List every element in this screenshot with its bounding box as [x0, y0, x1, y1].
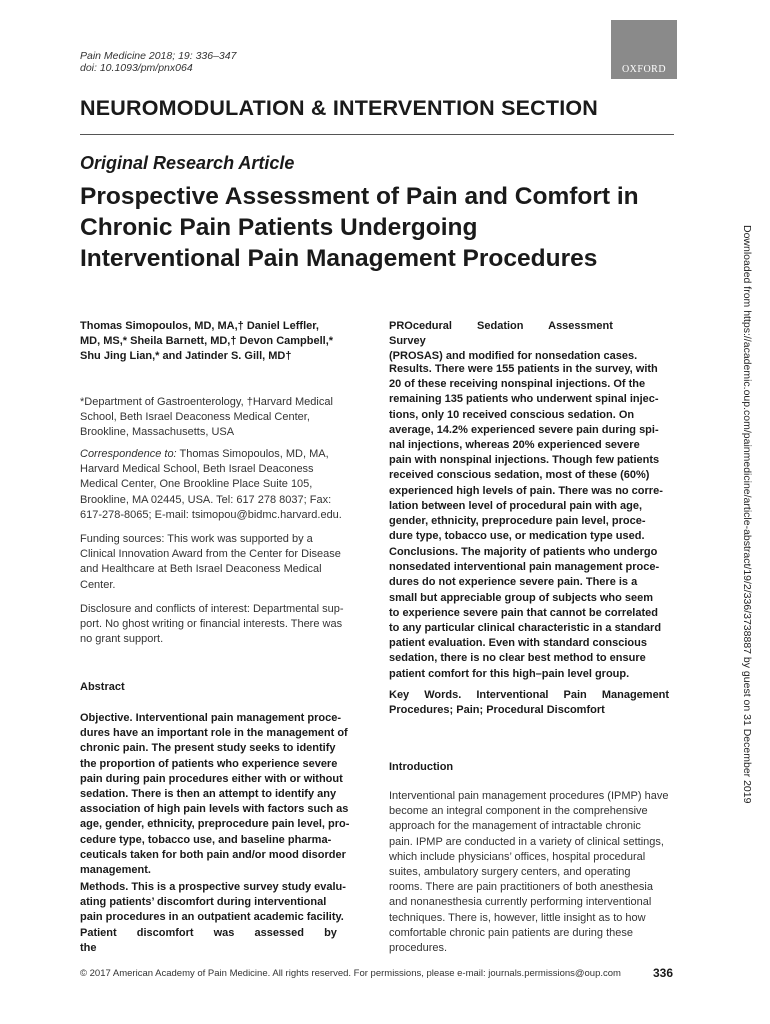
results-line: 20 of these receiving nonspinal injections. Of the — [389, 378, 646, 391]
author-line: Thomas Simopoulos, MD, MA,† Daniel Leffler, — [80, 320, 319, 332]
title-line: Interventional Pain Management Procedures — [80, 245, 598, 272]
copyright-footer: © 2017 American Academy of Pain Medicine. All rights reserved. For permissions, please e-mail: journals.permissions@oup.com — [80, 968, 621, 979]
oxford-logo-text: OXFORD — [621, 64, 667, 75]
objective-line: ceuticals taken for both pain and/or mood disorder — [80, 848, 346, 861]
objective-line: association of high pain levels with factors such as — [80, 803, 349, 816]
conclusions-line: patient comfort for this high–pain level group. — [389, 667, 630, 680]
methods-line: pain procedures in an outpatient academic facility. — [80, 911, 344, 924]
article-title — [80, 181, 700, 274]
results-line: received conscious sedation, most of these (60%) — [389, 469, 650, 482]
keywords-line: Procedures; Pain; Procedural Discomfort — [389, 704, 605, 717]
conclusions-line: Conclusions. The majority of patients who undergo — [389, 546, 658, 558]
objective-line: sedation. There is then an attempt to identify any — [80, 788, 337, 801]
objective-line: cedure type, tobacco use, and baseline pharma- — [80, 833, 332, 846]
objective-line: chronic pain. The present study seeks to identify — [80, 742, 336, 755]
affiliations — [80, 395, 364, 441]
results-line: Results. There were 155 patients in the survey, with — [389, 363, 658, 375]
methods-line: (PROSAS) and modified for nonsedation cases. — [389, 350, 638, 363]
section-title: NEUROMODULATION & INTERVENTION SECTION — [80, 96, 599, 120]
funding-line: Clinical Innovation Award from the Center for Disease — [80, 548, 341, 561]
author-line: Shu Jing Lian,* and Jatinder S. Gill, MD† — [80, 350, 292, 363]
introduction-heading: Introduction — [389, 761, 454, 773]
correspondence-line: Harvard Medical School, Beth Israel Deaconess — [80, 463, 314, 476]
conclusions-line: nonsedated interventional pain management proce- — [389, 561, 660, 574]
page-number: 336 — [653, 966, 674, 980]
objective-line: Objective. Interventional pain management proce- — [80, 712, 342, 724]
methods-line: Patient discomfort was assessed by the — [80, 926, 337, 954]
title-line: Prospective Assessment of Pain and Comfort in — [80, 183, 639, 210]
results-line: nal injections, whereas 20% experienced severe — [389, 439, 640, 452]
results-line: tions, only 10 received conscious sedation. On — [389, 408, 635, 421]
article-type: Original Research Article — [80, 153, 295, 173]
results-line: pain with nonspinal injections. Though few patients — [389, 454, 660, 467]
conclusions-line: to any particular clinical characteristic in a standard — [389, 622, 662, 635]
keywords-line: Key Words. Interventional Pain Management — [389, 689, 670, 701]
abstract-objective — [80, 711, 364, 878]
affiliation-line: School, Beth Israel Deaconess Medical Center, — [80, 411, 310, 424]
correspondence-line: Thomas Simopoulos, MD, MA, — [176, 448, 329, 460]
funding-line: Center. — [80, 578, 116, 591]
oxford-logo — [611, 20, 677, 79]
conclusions-line: dures do not experience severe pain. There is a — [389, 576, 638, 589]
intro-line: which include physicians’ offices, hospital procedural — [389, 850, 646, 863]
intro-line: rooms. There are pain practitioners of both anesthesia — [389, 881, 653, 894]
intro-line: become an integral component in the comprehensive — [389, 805, 648, 818]
affiliation-line: *Department of Gastroenterology, †Harvard Medical — [80, 396, 333, 408]
correspondence-line: Brookline, MA 02445, USA. Tel: 617 278 8037; Fax: — [80, 493, 332, 506]
conclusions-line: small but appreciable group of subjects who seem — [389, 591, 654, 604]
intro-line: approach for the management of intractable chronic — [389, 820, 641, 833]
abstract-methods-continued — [389, 319, 674, 365]
objective-line: the proportion of patients who experience severe — [80, 757, 338, 770]
objective-line: management. — [80, 864, 151, 877]
results-line: average, 14.2% experienced severe pain during spi- — [389, 423, 659, 436]
intro-line: suites, ambulatory surgery centers, and operating — [389, 866, 631, 879]
objective-line: pain during pain procedures either with or without — [80, 772, 343, 785]
intro-line: pain. IPMP are conducted in a variety of clinical settings, — [389, 835, 664, 848]
funding-line: Funding sources: This work was supported by a — [80, 533, 313, 545]
methods-line: ating patients’ discomfort during interventional — [80, 896, 327, 909]
title-line: Chronic Pain Patients Undergoing — [80, 214, 478, 241]
intro-line: comfortable chronic pain patients are during these — [389, 926, 633, 939]
conclusions-line: patient evaluation. Even with standard conscious — [389, 637, 647, 650]
disclosure-line: no grant support. — [80, 633, 164, 646]
section-divider — [80, 134, 674, 135]
objective-line: age, gender, ethnicity, preprocedure pain level, pro- — [80, 818, 350, 831]
disclosure-line: Disclosure and conflicts of interest: Departmental sup- — [80, 603, 344, 615]
methods-line: Methods. This is a prospective survey study evalu- — [80, 881, 346, 893]
funding-line: and Healthcare at Beth Israel Deaconess Medical — [80, 563, 322, 576]
correspondence-label: Correspondence to: — [80, 448, 177, 460]
correspondence-email[interactable]: 617-278-8065; E-mail: tsimopou@bidmc.harvard.edu. — [80, 508, 342, 521]
abstract-methods — [80, 880, 364, 956]
disclosure — [80, 602, 364, 648]
results-line: remaining 135 patients who underwent spinal injec- — [389, 393, 659, 406]
doi-link[interactable]: doi: 10.1093/pm/pnx064 — [80, 62, 193, 74]
affiliation-line: Brookline, Massachusetts, USA — [80, 426, 235, 439]
keywords — [389, 688, 674, 718]
methods-line: PROcedural Sedation Assessment Survey — [389, 320, 613, 348]
intro-line: procedures. — [389, 942, 448, 955]
abstract-results — [389, 362, 674, 544]
abstract-heading: Abstract — [80, 681, 125, 693]
disclosure-line: port. No ghost writing or financial interests. There was — [80, 618, 343, 631]
author-list — [80, 319, 364, 365]
conclusions-line: sedation, there is no clear best method to ensure — [389, 652, 646, 665]
intro-line: and nonanesthesia currently performing interventional — [389, 896, 652, 909]
download-sidebar-note: Downloaded from https://academic.oup.com/painmedicine/article-abstract/19/2/336/3738887 by guest on 31 December 2019 — [741, 225, 753, 804]
intro-line: Interventional pain management procedures (IPMP) have — [389, 790, 669, 802]
results-line: experienced high levels of pain. There was no corre- — [389, 484, 663, 497]
intro-line: techniques. There is, however, little insight as to how — [389, 911, 646, 924]
conclusions-line: to experience severe pain that cannot be correlated — [389, 606, 658, 619]
journal-citation: Pain Medicine 2018; 19: 336–347 — [80, 50, 237, 62]
introduction-text — [389, 789, 674, 956]
results-line: lation between level of procedural pain with age, — [389, 499, 643, 512]
funding-sources — [80, 532, 364, 593]
author-line: MD, MS,* Sheila Barnett, MD,† Devon Campbell,* — [80, 335, 334, 348]
results-line: gender, ethnicity, preprocedure pain level, proce- — [389, 515, 646, 528]
correspondence-line: Medical Center, One Brookline Place Suite 105, — [80, 478, 313, 491]
correspondence — [80, 447, 364, 523]
objective-line: dures have an important role in the management of — [80, 727, 348, 740]
results-line: dure type, tobacco use, or medication type used. — [389, 530, 645, 543]
journal-citation-block — [80, 50, 236, 74]
abstract-conclusions — [389, 545, 674, 682]
